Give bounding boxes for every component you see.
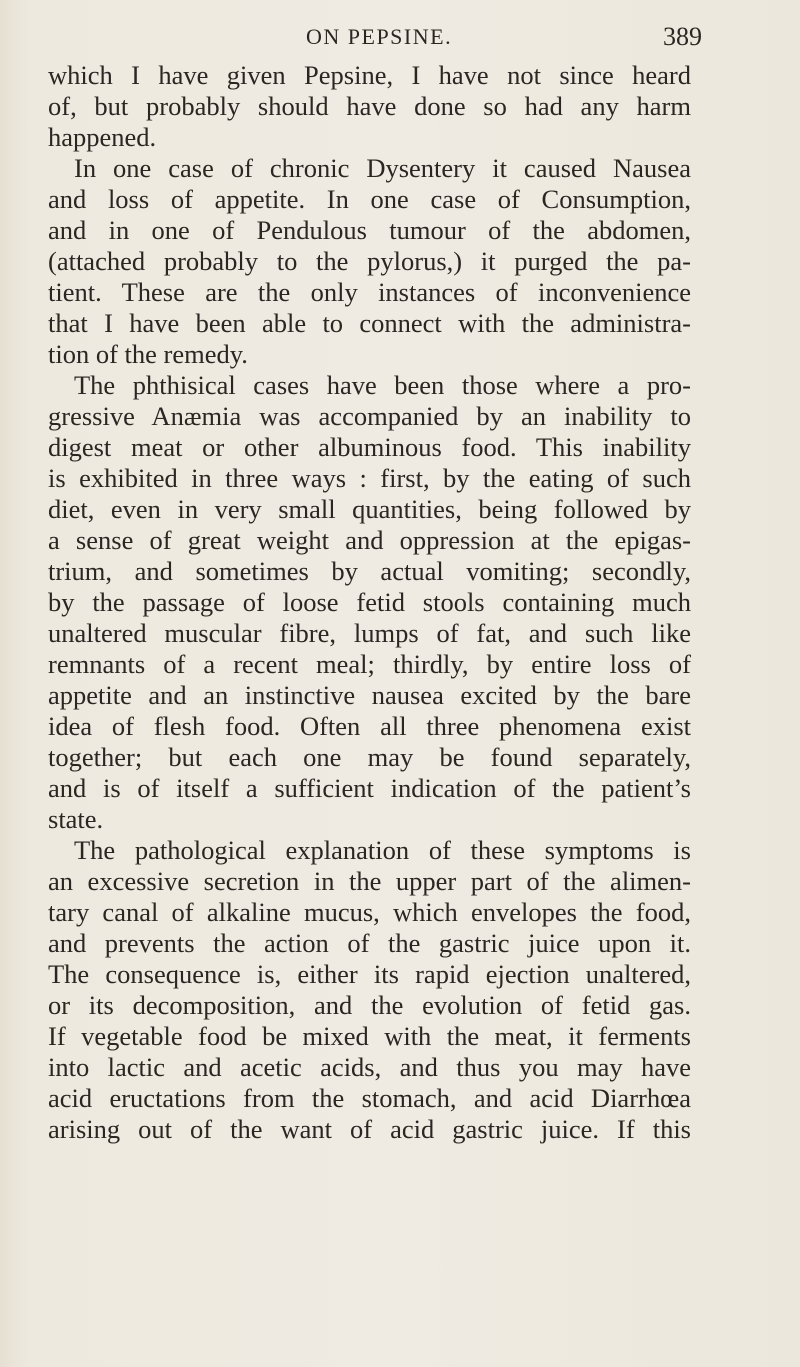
text-line: tion of the remedy. [48, 339, 248, 369]
text-line: (attached probably to the pylorus,) it purged the pa- [48, 246, 691, 276]
text-line: The pathological explanation of these symptoms is [74, 835, 691, 865]
text-line: remnants of a recent meal; thirdly, by entire loss of [48, 649, 691, 679]
text-line: unaltered muscular fibre, lumps of fat, and such like [48, 618, 691, 648]
text-line: and in one of Pendulous tumour of the abdomen, [48, 215, 691, 245]
text-line: digest meat or other albuminous food. This inability [48, 432, 691, 462]
text-line: an excessive secretion in the upper part of the alimen- [48, 866, 691, 896]
running-title: ON PEPSINE. [306, 24, 453, 49]
text-line: idea of flesh food. Often all three phenomena exist [48, 711, 691, 741]
text-line: The phthisical cases have been those where a pro- [74, 370, 691, 400]
text-line: or its decomposition, and the evolution of fetid gas. [48, 990, 691, 1020]
paragraph [48, 153, 691, 370]
body-text [48, 60, 691, 1145]
text-line: and prevents the action of the gastric juice upon it. [48, 928, 691, 958]
text-line: In one case of chronic Dysentery it caused Nausea [74, 153, 691, 183]
running-head [48, 0, 702, 60]
text-line: The consequence is, either its rapid ejection unaltered, [48, 959, 691, 989]
text-line: appetite and an instinctive nausea excited by the bare [48, 680, 691, 710]
text-line: is exhibited in three ways : first, by the eating of such [48, 463, 691, 493]
text-line: a sense of great weight and oppression at the epigas- [48, 525, 691, 555]
text-line: arising out of the want of acid gastric juice. If this [48, 1114, 691, 1144]
paragraph [48, 370, 691, 835]
text-line: of, but probably should have done so had any harm [48, 91, 691, 121]
text-line: trium, and sometimes by actual vomiting; secondly, [48, 556, 691, 586]
text-line: diet, even in very small quantities, being followed by [48, 494, 691, 524]
text-line: state. [48, 804, 104, 834]
text-line: tary canal of alkaline mucus, which envelopes the food, [48, 897, 691, 927]
paragraph [48, 60, 691, 153]
text-line: and loss of appetite. In one case of Consumption, [48, 184, 691, 214]
text-line: and is of itself a sufficient indication of the patient’s [48, 773, 691, 803]
text-line: acid eructations from the stomach, and acid Diarrhœa [48, 1083, 691, 1113]
text-line: that I have been able to connect with the administra- [48, 308, 691, 338]
text-line: into lactic and acetic acids, and thus you may have [48, 1052, 691, 1082]
text-line: together; but each one may be found separately, [48, 742, 691, 772]
text-line: gressive Anæmia was accompanied by an inability to [48, 401, 691, 431]
text-line: which I have given Pepsine, I have not since heard [48, 60, 691, 90]
text-line: tient. These are the only instances of inconvenience [48, 277, 691, 307]
text-line: happened. [48, 122, 157, 152]
paragraph [48, 835, 691, 1145]
text-line: If vegetable food be mixed with the meat, it ferments [48, 1021, 691, 1051]
page-number: 389 [663, 22, 702, 51]
text-line: by the passage of loose fetid stools containing much [48, 587, 691, 617]
